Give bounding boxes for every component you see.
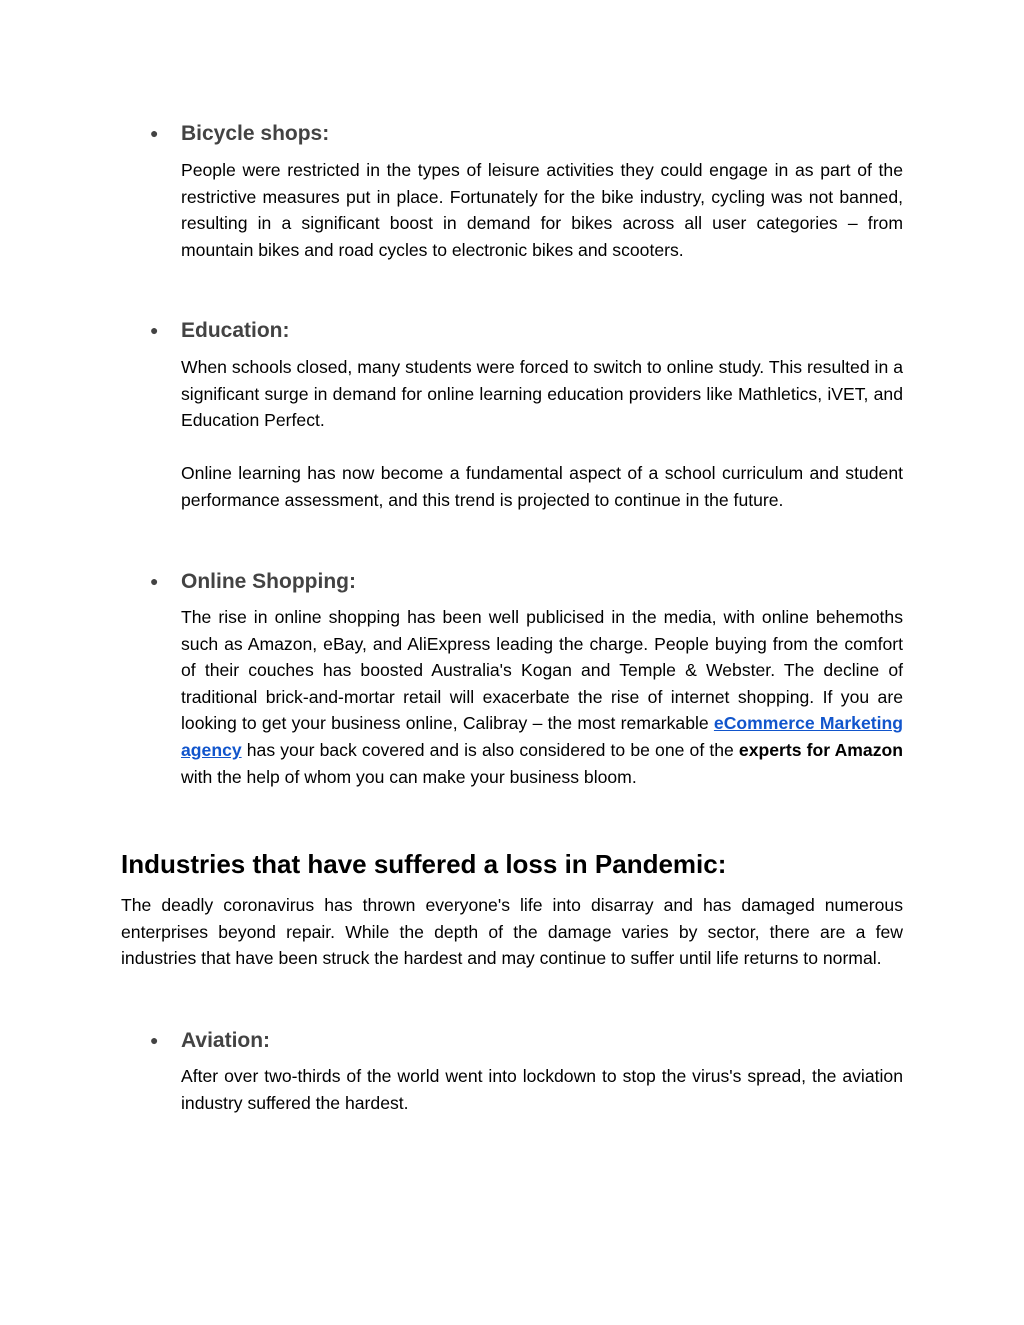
bullet-icon: ● — [150, 1032, 159, 1048]
ecommerce-marketing-link[interactable]: eCommerce Marketing agency — [181, 713, 903, 760]
bicycle-heading-text: Bicycle shops: — [181, 122, 330, 145]
bullet-icon: ● — [150, 573, 159, 589]
bicycle-paragraph: People were restricted in the types of leisure activities they could engage in as part of the restrictive measures put in place. Fortunately for the bike industry, cycling was not banned, resulting in a significant boost in demand for bikes across all user categories – from mountain bikes and road cycles to electronic bikes and scooters. — [181, 160, 903, 260]
education-heading-text: Education: — [181, 319, 290, 342]
bullet-icon: ● — [150, 322, 159, 338]
shopping-text-before-link: The rise in online shopping has been well publicised in the media, with online behemoths such as Amazon, eBay, and AliExpress leading the charge. People buying from the comfort of their couches has boosted Australia's Kogan and Temple & Webster. The decline of traditional brick-and-mortar retail will exacerbate the rise of internet shopping. If you are looking to get your business online, Calibray – the most remarkable — [181, 607, 903, 734]
shopping-text-after-link: has your back covered and is also considered to be one of the — [241, 739, 739, 760]
shopping-text-end: with the help of whom you can make your business bloom. — [181, 766, 637, 787]
loss-paragraph: The deadly coronavirus has thrown everyone's life into disarray and has damaged numerous enterprises beyond repair. While the depth of the damage varies by sector, there are a few industries that have been struck the hardest and may continue to suffer until life returns to normal. — [121, 895, 903, 969]
aviation-heading — [150, 1027, 270, 1054]
education-paragraph-2: Online learning has now become a fundamental aspect of a school curriculum and student performance assessment, and this trend is projected to continue in the future. — [181, 463, 903, 510]
aviation-heading-text: Aviation: — [181, 1029, 271, 1052]
bicycle-heading — [150, 120, 329, 147]
experts-for-amazon-bold: experts for Amazon — [738, 739, 903, 760]
education-heading — [150, 317, 290, 344]
loss-section-heading: Industries that have suffered a loss in Pandemic: — [121, 849, 727, 879]
shopping-paragraph — [181, 604, 903, 790]
shopping-heading-text: Online Shopping: — [181, 570, 356, 593]
shopping-heading — [150, 568, 356, 595]
bullet-icon: ● — [150, 125, 159, 141]
aviation-paragraph: After over two-thirds of the world went into lockdown to stop the virus's spread, the aviation industry suffered the hardest. — [181, 1066, 903, 1113]
education-paragraph-1: When schools closed, many students were forced to switch to online study. This resulted in a significant surge in demand for online learning education providers like Mathletics, iVET, and Education Perfect. — [181, 357, 903, 431]
